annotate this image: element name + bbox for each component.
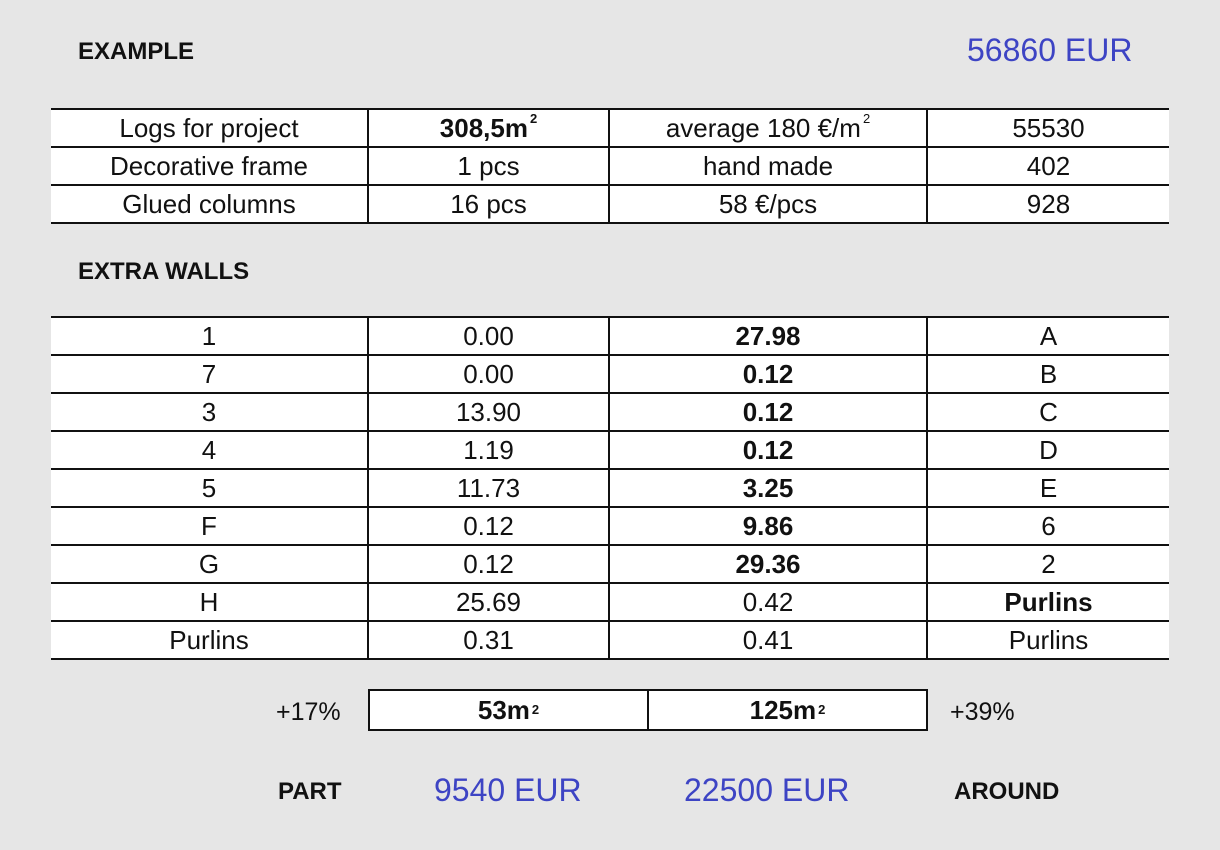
wall-tag: E — [927, 469, 1169, 507]
item-name: Logs for project — [51, 109, 368, 147]
value-b: 27.98 — [609, 317, 927, 355]
part-label: PART — [278, 778, 342, 805]
table-row — [51, 583, 1169, 621]
wall-tag: B — [927, 355, 1169, 393]
item-name: Glued columns — [51, 185, 368, 223]
wall-id: 7 — [51, 355, 368, 393]
area-1: 53m 2 — [477, 694, 540, 725]
table-row — [51, 545, 1169, 583]
item-amount: 55530 — [927, 109, 1169, 147]
summary-box — [368, 689, 928, 731]
wall-tag: Purlins — [927, 621, 1169, 659]
wall-tag: C — [927, 393, 1169, 431]
value-b: 0.12 — [609, 393, 927, 431]
item-rate: 58 €/pcs — [609, 185, 927, 223]
item-rate: average 180 €/m $^2$ — [609, 109, 927, 147]
item-name: Decorative frame — [51, 147, 368, 185]
value-b: 0.42 — [609, 583, 927, 621]
value-b: 0.12 — [609, 355, 927, 393]
value-a: 25.69 — [368, 583, 609, 621]
part-price: 9540 EUR — [434, 772, 582, 808]
table-row — [51, 185, 1169, 223]
wall-id: 3 — [51, 393, 368, 431]
item-rate: hand made — [609, 147, 927, 185]
total-price: 56860 EUR — [967, 32, 1133, 68]
value-b: 0.12 — [609, 431, 927, 469]
item-amount: 402 — [927, 147, 1169, 185]
wall-id: F — [51, 507, 368, 545]
main-table — [51, 108, 1169, 224]
value-a: 1.19 — [368, 431, 609, 469]
around-price: 22500 EUR — [684, 772, 850, 808]
wall-id: H — [51, 583, 368, 621]
table-row — [51, 469, 1169, 507]
value-a: 0.00 — [368, 317, 609, 355]
extra-walls-heading: EXTRA WALLS — [78, 258, 250, 285]
value-b: 0.41 — [609, 621, 927, 659]
value-a: 11.73 — [368, 469, 609, 507]
value-b: 3.25 — [609, 469, 927, 507]
value-a: 0.00 — [368, 355, 609, 393]
page-title: EXAMPLE — [78, 38, 195, 65]
wall-id: 5 — [51, 469, 368, 507]
table-row — [51, 621, 1169, 659]
value-a: 13.90 — [368, 393, 609, 431]
table-row — [51, 393, 1169, 431]
table-row — [51, 507, 1169, 545]
value-a: 0.12 — [368, 545, 609, 583]
value-a: 0.12 — [368, 507, 609, 545]
wall-id: 4 — [51, 431, 368, 469]
table-row — [51, 431, 1169, 469]
value-b: 29.36 — [609, 545, 927, 583]
extra-walls-table — [51, 316, 1169, 660]
table-row — [51, 147, 1169, 185]
wall-tag: 6 — [927, 507, 1169, 545]
item-quantity: 16 pcs — [368, 185, 609, 223]
value-a: 0.31 — [368, 621, 609, 659]
item-amount: 928 — [927, 185, 1169, 223]
wall-id: Purlins — [51, 621, 368, 659]
wall-id: G — [51, 545, 368, 583]
right-percentage: +39% — [950, 698, 1015, 726]
value-b: 9.86 — [609, 507, 927, 545]
item-quantity: 1 pcs — [368, 147, 609, 185]
table-row — [51, 109, 1169, 147]
table-row — [51, 355, 1169, 393]
wall-tag: 2 — [927, 545, 1169, 583]
area-2: 125m 2 — [647, 691, 926, 729]
around-label: AROUND — [954, 778, 1060, 805]
wall-tag: Purlins — [927, 583, 1169, 621]
wall-tag: A — [927, 317, 1169, 355]
table-row — [51, 317, 1169, 355]
wall-id: 1 — [51, 317, 368, 355]
item-quantity: 308,5m $^2$ — [368, 109, 609, 147]
left-percentage: +17% — [276, 698, 341, 726]
wall-tag: D — [927, 431, 1169, 469]
